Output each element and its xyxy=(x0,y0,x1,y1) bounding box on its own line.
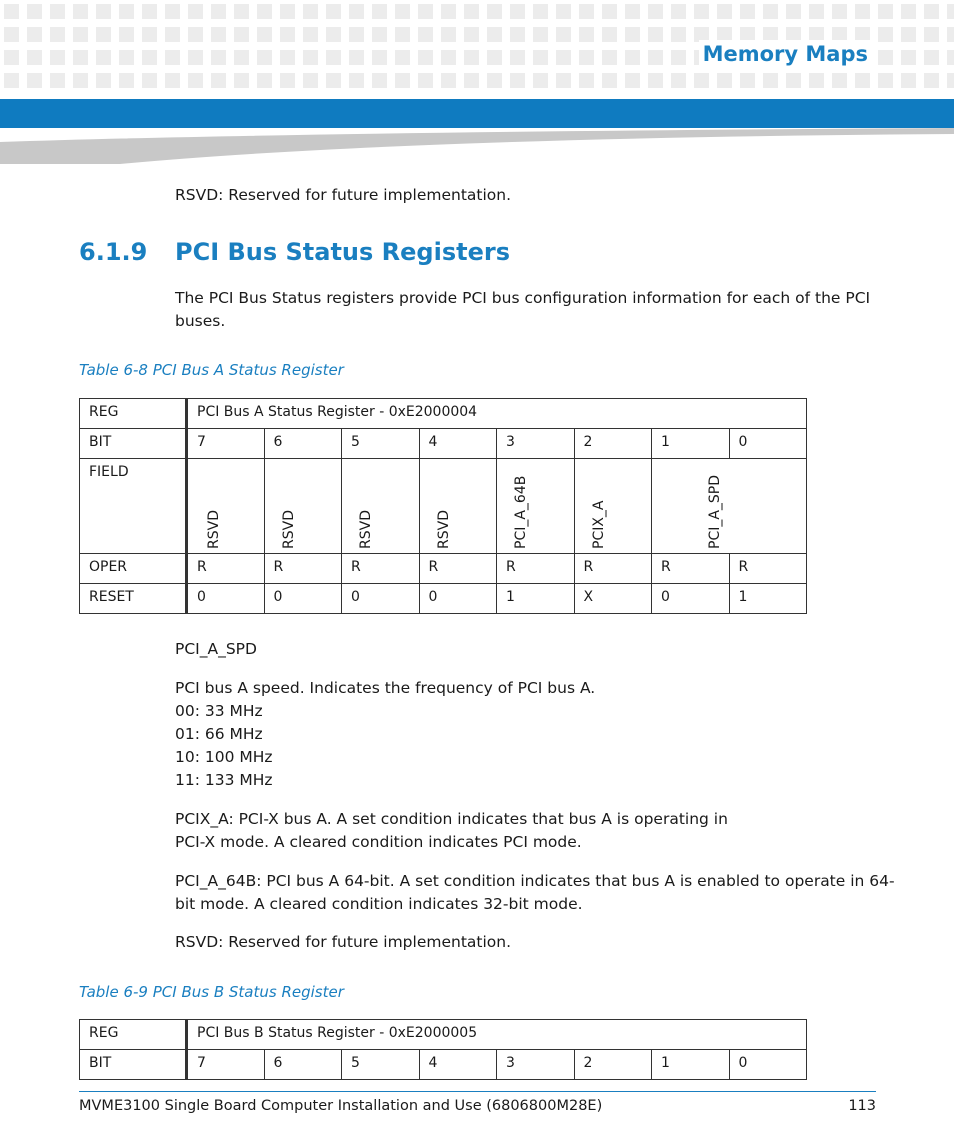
header-pattern-dot xyxy=(878,4,893,19)
header-pattern-dot xyxy=(257,73,272,88)
field-cell xyxy=(574,459,652,554)
header-pattern-dot xyxy=(924,50,939,65)
header-pattern-dot xyxy=(786,73,801,88)
reset-cell: 1 xyxy=(729,584,807,614)
header-pattern-dot xyxy=(717,4,732,19)
bit-cell: 7 xyxy=(187,429,265,459)
header-pattern-dot xyxy=(763,4,778,19)
header-pattern-dot xyxy=(924,73,939,88)
oper-cell: R xyxy=(652,554,730,584)
header-pattern-dot xyxy=(418,4,433,19)
reset-label: RESET xyxy=(80,584,187,614)
oper-cell: R xyxy=(729,554,807,584)
reg-value: PCI Bus A Status Register - 0xE2000004 xyxy=(187,399,807,429)
intro-rsvd: RSVD: Reserved for future implementation. xyxy=(175,186,512,204)
header-pattern-dot xyxy=(73,73,88,88)
header-pattern-dot xyxy=(165,4,180,19)
header-pattern-dot xyxy=(487,73,502,88)
header-pattern-dot xyxy=(487,50,502,65)
header-pattern-dot xyxy=(4,50,19,65)
pcix-line: PCIX_A: PCI-X bus A. A set condition indicates that bus A is operating in xyxy=(175,810,728,828)
bit-cell: 1 xyxy=(652,429,730,459)
field-name: PCIX_A xyxy=(590,500,607,549)
header-pattern-dot xyxy=(418,73,433,88)
field-cell xyxy=(419,459,497,554)
header-pattern-dot xyxy=(4,27,19,42)
header-pattern-dot xyxy=(602,27,617,42)
header-pattern-dot xyxy=(809,4,824,19)
header-pattern-dot xyxy=(142,50,157,65)
header-pattern-dot xyxy=(464,73,479,88)
oper-cell: R xyxy=(264,554,342,584)
header-pattern-dot xyxy=(694,73,709,88)
header-pattern-dot xyxy=(372,50,387,65)
header-pattern-dot xyxy=(533,4,548,19)
header-pattern-dot xyxy=(188,27,203,42)
header-pattern-dot xyxy=(786,4,801,19)
pcix-description xyxy=(175,808,728,854)
header-pattern-dot xyxy=(165,50,180,65)
spd-line: 10: 100 MHz xyxy=(175,748,273,766)
header-pattern-dot xyxy=(257,50,272,65)
reset-cell: X xyxy=(574,584,652,614)
header-pattern-dot xyxy=(395,4,410,19)
header-swoosh xyxy=(0,128,954,164)
header-pattern-dot xyxy=(188,50,203,65)
header-pattern-dot xyxy=(556,73,571,88)
header-pattern-dot xyxy=(648,27,663,42)
bit-label: BIT xyxy=(80,1050,187,1080)
bit-cell: 0 xyxy=(729,1050,807,1080)
header-pattern-dot xyxy=(119,4,134,19)
header-pattern-dot xyxy=(211,73,226,88)
header-pattern-dot xyxy=(142,73,157,88)
spd-line: PCI bus A speed. Indicates the frequency of PCI bus A. xyxy=(175,679,596,697)
reset-cell: 0 xyxy=(419,584,497,614)
header-pattern-dot xyxy=(50,73,65,88)
oper-cell: R xyxy=(342,554,420,584)
section-heading xyxy=(79,238,510,266)
reset-cell: 0 xyxy=(187,584,265,614)
bit-cell: 5 xyxy=(342,1050,420,1080)
header-pattern-dot xyxy=(326,50,341,65)
header-pattern-dot xyxy=(73,50,88,65)
header-pattern-dot xyxy=(211,50,226,65)
reset-cell: 1 xyxy=(497,584,575,614)
header-pattern-dot xyxy=(280,73,295,88)
table-row xyxy=(80,554,807,584)
header-pattern-dot xyxy=(947,27,954,42)
header-pattern-dot xyxy=(625,73,640,88)
header-pattern-dot xyxy=(901,27,916,42)
reset-cell: 0 xyxy=(652,584,730,614)
section-intro-line: buses. xyxy=(175,312,226,330)
bit-cell: 4 xyxy=(419,1050,497,1080)
header-pattern-dot xyxy=(142,27,157,42)
bit-cell: 3 xyxy=(497,429,575,459)
header-pattern-dot xyxy=(441,4,456,19)
header-pattern-dot xyxy=(96,4,111,19)
header-pattern-dot xyxy=(579,73,594,88)
header-pattern-dot xyxy=(349,4,364,19)
table-b xyxy=(79,1019,807,1080)
header-pattern-dot xyxy=(96,73,111,88)
header-pattern-dot xyxy=(211,27,226,42)
header-pattern-dot xyxy=(142,4,157,19)
section-intro-line: The PCI Bus Status registers provide PCI bus configuration information for each of the PCI xyxy=(175,289,871,307)
bit-cell: 2 xyxy=(574,1050,652,1080)
bit-label: BIT xyxy=(80,429,187,459)
header-pattern-dot xyxy=(901,73,916,88)
header-pattern-dot xyxy=(326,4,341,19)
field-label: FIELD xyxy=(80,459,187,554)
spd-title: PCI_A_SPD xyxy=(175,640,257,658)
header-pattern-dot xyxy=(257,27,272,42)
header-pattern-dot xyxy=(372,27,387,42)
oper-label: OPER xyxy=(80,554,187,584)
header-pattern-dot xyxy=(418,50,433,65)
header-pattern-dot xyxy=(579,50,594,65)
field-name: RSVD xyxy=(206,510,222,549)
bit-cell: 4 xyxy=(419,429,497,459)
bit-cell: 0 xyxy=(729,429,807,459)
header-pattern-dot xyxy=(901,50,916,65)
header-blue-bar xyxy=(0,99,954,128)
field-cell xyxy=(187,459,265,554)
bit-cell: 1 xyxy=(652,1050,730,1080)
header-pattern-dot xyxy=(464,4,479,19)
header-pattern-dot xyxy=(556,50,571,65)
header-pattern-dot xyxy=(27,50,42,65)
section-number: 6.1.9 xyxy=(79,238,148,266)
reg-label: REG xyxy=(80,1020,187,1050)
footer-rule xyxy=(79,1091,876,1092)
header-pattern-dot xyxy=(533,73,548,88)
reg-label: REG xyxy=(80,399,187,429)
footer-page-number: 113 xyxy=(848,1098,876,1114)
header-pattern-dot xyxy=(441,73,456,88)
header-pattern-dot xyxy=(27,73,42,88)
header-pattern-dot xyxy=(625,27,640,42)
bit-cell: 3 xyxy=(497,1050,575,1080)
header-pattern-dot xyxy=(947,50,954,65)
header-pattern-dot xyxy=(533,27,548,42)
spd-description xyxy=(175,677,595,792)
header-pattern-dot xyxy=(924,27,939,42)
section-title: PCI Bus Status Registers xyxy=(175,238,510,266)
field-name: PCI_A_SPD xyxy=(707,474,723,549)
header-pattern-dot xyxy=(855,4,870,19)
header-pattern-dot xyxy=(349,27,364,42)
header-pattern-dot xyxy=(50,50,65,65)
header-pattern-dot xyxy=(510,50,525,65)
header-pattern-dot xyxy=(763,73,778,88)
header-pattern-dot xyxy=(809,73,824,88)
reg-value: PCI Bus B Status Register - 0xE2000005 xyxy=(187,1020,807,1050)
header-pattern-dot xyxy=(326,27,341,42)
header-pattern-dot xyxy=(487,4,502,19)
header-pattern-dot xyxy=(372,73,387,88)
bit-cell: 2 xyxy=(574,429,652,459)
header-pattern-dot xyxy=(510,27,525,42)
oper-cell: R xyxy=(574,554,652,584)
pcix-line: PCI-X mode. A cleared condition indicates PCI mode. xyxy=(175,833,582,851)
header-pattern-dot xyxy=(832,73,847,88)
section-intro xyxy=(175,287,870,333)
header-pattern-dot xyxy=(878,50,893,65)
header-pattern-dot xyxy=(303,73,318,88)
header-pattern-dot xyxy=(648,73,663,88)
footer-document-title: MVME3100 Single Board Computer Installation and Use (6806800M28E) xyxy=(79,1098,603,1114)
header-pattern-dot xyxy=(119,73,134,88)
header-pattern-dot xyxy=(901,4,916,19)
header-pattern-dot xyxy=(119,27,134,42)
header-pattern-dot xyxy=(671,4,686,19)
header-pattern-dot xyxy=(395,50,410,65)
header-pattern-dot xyxy=(556,27,571,42)
header-pattern-dot xyxy=(855,73,870,88)
table-row xyxy=(80,1020,807,1050)
header-pattern-dot xyxy=(165,27,180,42)
header-pattern-dot xyxy=(625,4,640,19)
header-pattern-dot xyxy=(234,50,249,65)
header-pattern-dot xyxy=(464,27,479,42)
header-pattern-dot xyxy=(878,27,893,42)
header-pattern-dot xyxy=(303,50,318,65)
header-pattern-dot xyxy=(740,73,755,88)
header-pattern-dot xyxy=(464,50,479,65)
table-row xyxy=(80,399,807,429)
header-title: Memory Maps xyxy=(699,40,872,68)
header-pattern-dot xyxy=(579,4,594,19)
header-pattern-dot xyxy=(740,4,755,19)
table-a xyxy=(79,398,807,614)
header-pattern-dot xyxy=(165,73,180,88)
field-cell xyxy=(264,459,342,554)
header-pattern-dot xyxy=(510,4,525,19)
header-pattern-dot xyxy=(602,50,617,65)
header-pattern-dot xyxy=(211,4,226,19)
header-pattern-dot xyxy=(648,4,663,19)
header-pattern-dot xyxy=(533,50,548,65)
header-pattern-dot xyxy=(4,73,19,88)
header-pattern-dot xyxy=(73,4,88,19)
field-name: RSVD xyxy=(358,510,374,549)
b64-line: PCI_A_64B: PCI bus A 64-bit. A set condition indicates that bus A is enabled to operate in 64- xyxy=(175,872,895,890)
oper-cell: R xyxy=(187,554,265,584)
header-pattern-dot xyxy=(257,4,272,19)
field-cell xyxy=(652,459,807,554)
reset-cell: 0 xyxy=(342,584,420,614)
header-pattern-dot xyxy=(50,27,65,42)
spd-line: 11: 133 MHz xyxy=(175,771,273,789)
header-pattern-dot xyxy=(349,50,364,65)
header-pattern-dot xyxy=(395,73,410,88)
header-pattern-dot xyxy=(234,4,249,19)
table-row xyxy=(80,584,807,614)
rsvd-description: RSVD: Reserved for future implementation. xyxy=(175,933,512,951)
header-pattern-dot xyxy=(510,73,525,88)
table-row xyxy=(80,459,807,554)
header-pattern-dot xyxy=(303,27,318,42)
header-pattern-dot xyxy=(602,73,617,88)
spd-line: 00: 33 MHz xyxy=(175,702,263,720)
header-pattern-dot xyxy=(395,27,410,42)
field-cell xyxy=(342,459,420,554)
header-pattern-dot xyxy=(671,50,686,65)
header-pattern-dot xyxy=(602,4,617,19)
oper-cell: R xyxy=(419,554,497,584)
field-name: RSVD xyxy=(280,510,297,549)
bit-cell: 6 xyxy=(264,1050,342,1080)
header-pattern-dot xyxy=(280,27,295,42)
header-pattern-dot xyxy=(717,73,732,88)
header-pattern-dot xyxy=(832,4,847,19)
table-row xyxy=(80,1050,807,1080)
header-pattern-dot xyxy=(671,27,686,42)
b64-description xyxy=(175,870,895,916)
header-pattern-dot xyxy=(441,27,456,42)
header-pattern-dot xyxy=(556,4,571,19)
header-pattern-dot xyxy=(947,4,954,19)
header-pattern-dot xyxy=(671,73,686,88)
header-pattern-dot xyxy=(648,50,663,65)
header-pattern-dot xyxy=(96,50,111,65)
header-pattern-dot xyxy=(96,27,111,42)
bit-cell: 5 xyxy=(342,429,420,459)
header-pattern-dot xyxy=(234,27,249,42)
header-pattern-dot xyxy=(119,50,134,65)
b64-line: bit mode. A cleared condition indicates 32-bit mode. xyxy=(175,895,583,913)
header-pattern-dot xyxy=(188,73,203,88)
header-pattern-dot xyxy=(326,73,341,88)
header-pattern-dot xyxy=(694,4,709,19)
header-pattern-dot xyxy=(924,4,939,19)
header-pattern-dot xyxy=(418,27,433,42)
header-pattern-dot xyxy=(947,73,954,88)
field-cell xyxy=(497,459,575,554)
header-pattern-dot xyxy=(579,27,594,42)
header-pattern-dot xyxy=(441,50,456,65)
header-pattern-dot xyxy=(27,4,42,19)
header-pattern-dot xyxy=(349,73,364,88)
header-pattern-dot xyxy=(234,73,249,88)
header-pattern-dot xyxy=(27,27,42,42)
table-row xyxy=(80,429,807,459)
reset-cell: 0 xyxy=(264,584,342,614)
header-pattern-dot xyxy=(487,27,502,42)
table-a-caption: Table 6-8 PCI Bus A Status Register xyxy=(79,361,344,379)
header-pattern-dot xyxy=(878,73,893,88)
header-pattern-dot xyxy=(188,4,203,19)
header-pattern-dot xyxy=(280,4,295,19)
bit-cell: 6 xyxy=(264,429,342,459)
header-pattern-dot xyxy=(4,4,19,19)
header-pattern-dot xyxy=(280,50,295,65)
field-name: RSVD xyxy=(435,510,452,549)
header-pattern-dot xyxy=(73,27,88,42)
field-name: PCI_A_64B xyxy=(513,475,529,549)
bit-cell: 7 xyxy=(187,1050,265,1080)
header-pattern-dot xyxy=(50,4,65,19)
table-b-caption: Table 6-9 PCI Bus B Status Register xyxy=(79,983,344,1001)
oper-cell: R xyxy=(497,554,575,584)
header-pattern-dot xyxy=(625,50,640,65)
header-pattern-dot xyxy=(372,4,387,19)
spd-line: 01: 66 MHz xyxy=(175,725,263,743)
header-pattern-dot xyxy=(303,4,318,19)
